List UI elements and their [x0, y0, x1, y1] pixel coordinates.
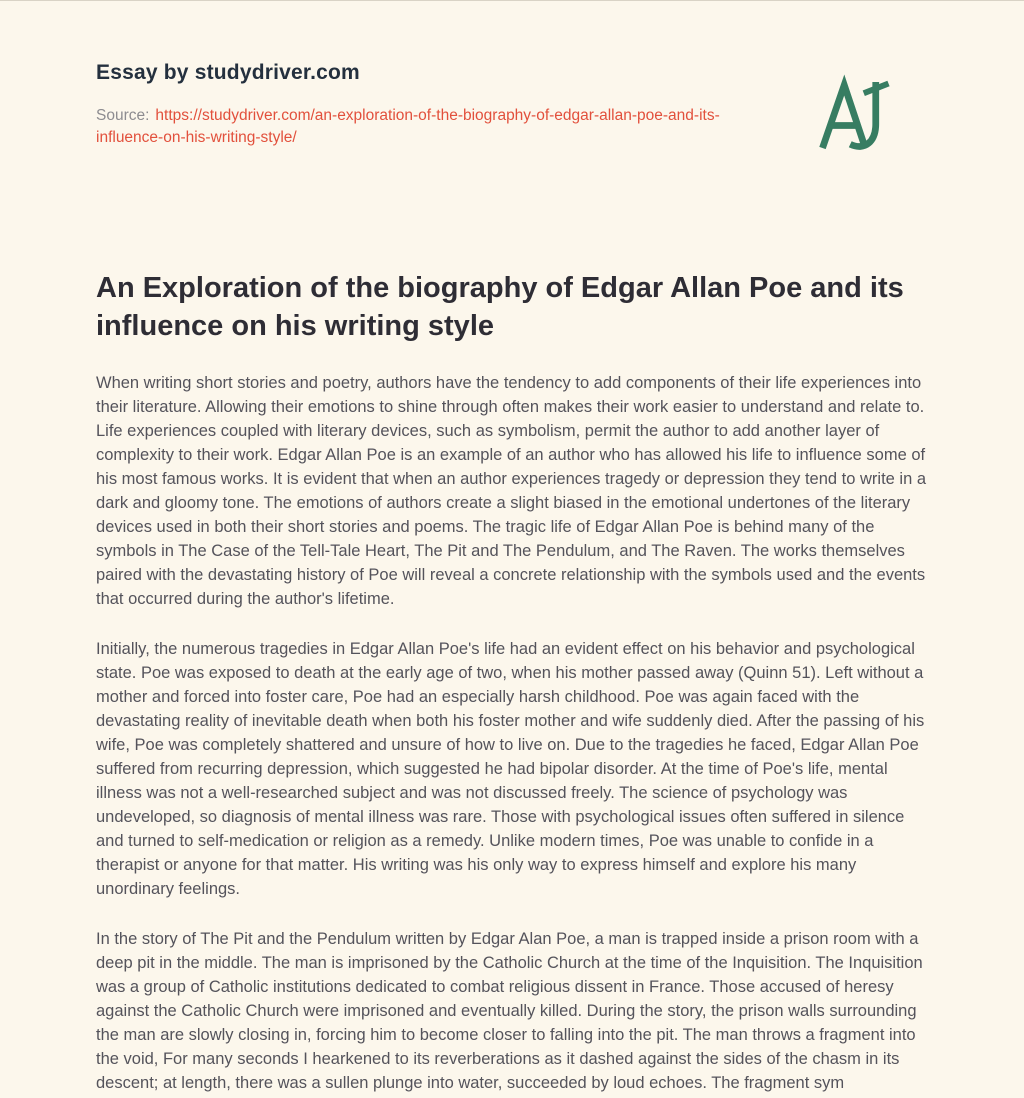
studydriver-logo-icon — [818, 69, 890, 167]
essay-paragraph-1: When writing short stories and poetry, authors have the tendency to add components of their life experiences into their literature. Allowing their emotions to shine through often makes their work easier to understand and relate to. Life experiences coupled with literary devices, such as symbolism, permit the author to add another layer of complexity to their work. Edgar Allan Poe is an example of an author who has allowed his life to influence some of his most famous works. It is evident that when an author experiences tragedy or depression they tend to write in a dark and gloomy tone. The emotions of authors create a slight biased in the emotional undertones of the literary devices used in both their short stories and poems. The tragic life of Edgar Allan Poe is behind many of the symbols in The Case of the Tell-Tale Heart, The Pit and The Pendulum, and The Raven. The works themselves paired with the devastating history of Poe will reveal a concrete relationship with the symbols used and the events that occurred during the author's lifetime. — [96, 374, 927, 608]
essay-body — [96, 269, 928, 1095]
essay-paragraph-3: In the story of The Pit and the Pendulum written by Edgar Alan Poe, a man is trapped inside a prison room with a deep pit in the middle. The man is imprisoned by the Catholic Church at the time of the Inquisition. The Inquisition was a group of Catholic institutions dedicated to combat religious dissent in France. Those accused of heresy against the Catholic Church were imprisoned and eventually killed. During the story, the prison walls surrounding the man are slowly closing in, forcing him to become closer to falling into the pit. The man throws a fragment into the void, For many seconds I hearkened to its reverberations as it dashed against the sides of the chasm in its descent; at length, there was a sullen plunge into water, succeeded by loud echoes. The fragment sym — [96, 930, 923, 1092]
source-link[interactable]: https://studydriver.com/an-exploration-of-the-biography-of-edgar-allan-poe-and-its-influence-on-his-writing-style/ — [96, 107, 720, 146]
essay-page — [0, 1, 1024, 1098]
essay-paragraph-2: Initially, the numerous tragedies in Edgar Allan Poe's life had an evident effect on his behavior and psychological state. Poe was exposed to death at the early age of two, when his mother passed away (Quinn 51). Left without a mother and forced into foster care, Poe had an especially harsh childhood. Poe was again faced with the devastating reality of inevitable death when both his foster mother and wife suddenly died. After the passing of his wife, Poe was completely shattered and unsure of how to live on. Due to the tragedies he faced, Edgar Allan Poe suffered from recurring depression, which suggested he had bipolar disorder. At the time of Poe's life, mental illness was not a well-researched subject and was not discussed freely. The science of psychology was undeveloped, so diagnosis of mental illness was rare. Those with psychological issues often suffered in silence and turned to self-medication or religion as a remedy. Unlike modern times, Poe was unable to confide in a therapist or anyone for that matter. His writing was his only way to express himself and explore his many unordinary feelings. — [96, 640, 925, 898]
essay-title: An Exploration of the biography of Edgar Allan Poe and its influence on his writing style — [96, 272, 904, 342]
source-line — [96, 105, 741, 149]
site-title: Essay by studydriver.com — [96, 61, 360, 84]
page-header — [96, 1, 928, 167]
header-text — [96, 61, 741, 149]
source-label: Source: — [96, 107, 150, 124]
